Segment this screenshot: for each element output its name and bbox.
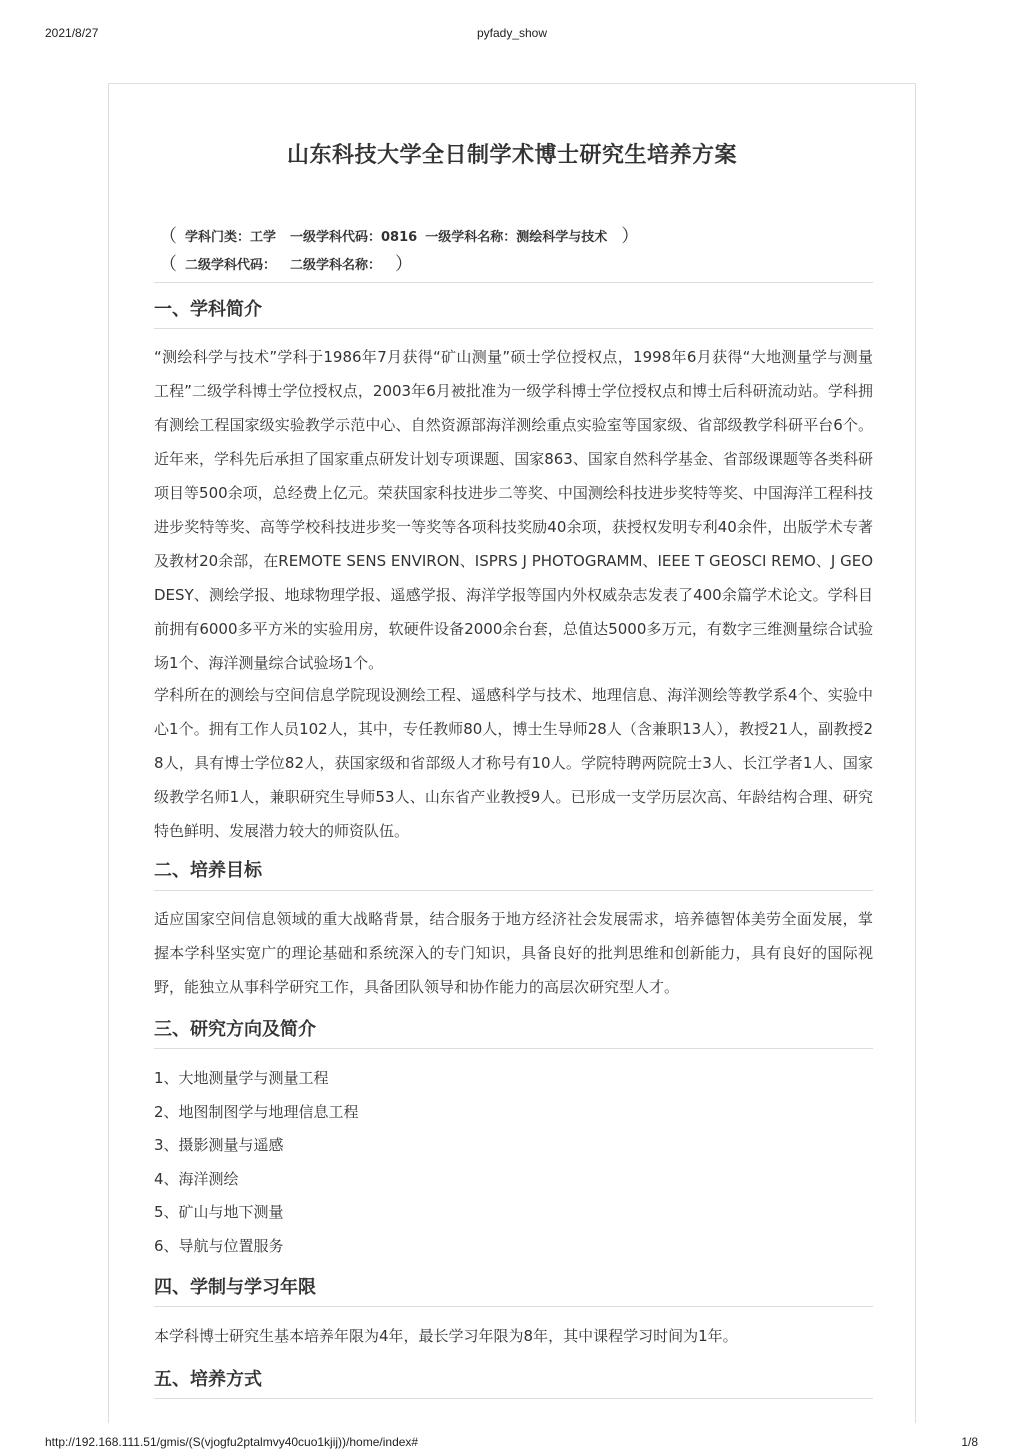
section-title-research-directions: 三、研究方向及简介 (154, 1019, 316, 1040)
divider (154, 1048, 873, 1049)
list-item: 6、导航与位置服务 (154, 1236, 284, 1255)
divider (154, 1306, 873, 1307)
goals-paragraph: 适应国家空间信息领域的重大战略背景，结合服务于地方经济社会发展需求，培养德智体美劳全面发展，掌握本学科坚实宽广的理论基础和系统深入的专门知识，具备良好的批判思维和创新能力，具有良好的国际视野，能独立从事科学研究工作，具备团队领导和协作能力的高层次研究型人才。 (154, 910, 873, 996)
divider (154, 890, 873, 891)
document-title: 山东科技大学全日制学术博士研究生培养方案 (286, 143, 737, 168)
print-url: http://192.168.111.51/gmis/(S(vjogfu2ptalmvy40cuo1kjij))/home/index# (45, 1435, 419, 1449)
list-item: 2、地图制图学与地理信息工程 (154, 1102, 359, 1121)
section-title-training-mode: 五、培养方式 (154, 1369, 262, 1390)
document-page (108, 83, 916, 1423)
section-title-intro: 一、学科简介 (154, 299, 262, 320)
meta-close-paren: ） (621, 226, 640, 247)
list-item: 3、摄影测量与遥感 (154, 1136, 284, 1155)
page-number: 1/8 (961, 1435, 978, 1449)
print-header (0, 26, 1024, 42)
section-title-goals: 二、培养目标 (154, 860, 262, 881)
meta-close-paren: ） (395, 254, 414, 275)
meta-open-paren: （ (159, 226, 177, 247)
list-item: 1、大地测量学与测量工程 (154, 1069, 329, 1087)
secondary-discipline-name: 二级学科名称： (290, 258, 382, 273)
discipline-category: 学科门类：工学 (185, 230, 277, 245)
intro-paragraph-2: 学科所在的测绘与空间信息学院现设测绘工程、遥感科学与技术、地理信息、海洋测绘等教学系4个、实验中心1个。拥有工作人员102人，其中，专任教师80人，博士生导师28人（含兼职13人），教授21人，副教授28人，具有博士学位82人，获国家级和省部级人才称号有10人。学院特聘两院院士3人、长江学者1人、国家级教学名师1人，兼职研究生导师53人、山东省产业教授9人。已形成一支学历层次高、年龄结构合理、研究特色鲜明、发展潜力较大的师资队伍。 (154, 686, 873, 840)
research-direction-list (154, 1062, 359, 1264)
meta-open-paren: （ (159, 254, 177, 275)
intro-paragraph-1: “测绘科学与技术”学科于1986年7月获得“矿山测量”硕士学位授权点，1998年6月获得“大地测量学与测量工程”二级学科博士学位授权点，2003年6月被批准为一级学科博士学位授权点和博士后科研流动站。学科拥有测绘工程国家级实验教学示范中心、自然资源部海洋测绘重点实验室等国家级、省部级教学科研平台6个。近年来，学科先后承担了国家重点研发计划专项课题、国家863、国家自然科学基金、省部级课题等各类科研项目等500余项，总经费上亿元。荣获国家科技进步二等奖、中国测绘科技进步奖特等奖、中国海洋工程科技进步奖特等奖、高等学校科技进步奖一等奖等各项科技奖励40余项，获授权发明专利40余件，出版学术专著及教材20余部，在REMOTE SENS ENVIRON、ISPRS J PHOTOGRAMM、IEEE T GEOSCI REMO、J GEODESY、测绘学报、地球物理学报、遥感学报、海洋学报等国内外权威杂志发表了400余篇学术论文。学科目前拥有6000多平方米的实验用房，软硬件设备2000余台套，总值达5000多万元，有数字三维测量综合试验场1个、海洋测量综合试验场1个。 (154, 348, 873, 672)
list-item: 4、海洋测绘 (154, 1169, 239, 1188)
discipline-meta-secondary (159, 250, 413, 276)
divider (154, 282, 873, 283)
print-page-title: pyfady_show (476, 26, 548, 40)
discipline-code: 一级学科代码：0816 (290, 230, 418, 245)
divider (154, 328, 873, 329)
discipline-meta-primary (159, 222, 639, 248)
secondary-discipline-code: 二级学科代码： (185, 258, 277, 273)
duration-paragraph: 本学科博士研究生基本培养年限为4年，最长学习年限为8年，其中课程学习时间为1年。 (154, 1327, 738, 1345)
list-item: 5、矿山与地下测量 (154, 1203, 284, 1222)
discipline-name: 一级学科名称：测绘科学与技术 (425, 230, 608, 245)
section-title-duration: 四、学制与学习年限 (154, 1277, 316, 1298)
print-footer (0, 1435, 1024, 1451)
print-date: 2021/8/27 (45, 26, 99, 40)
divider (154, 1398, 873, 1399)
